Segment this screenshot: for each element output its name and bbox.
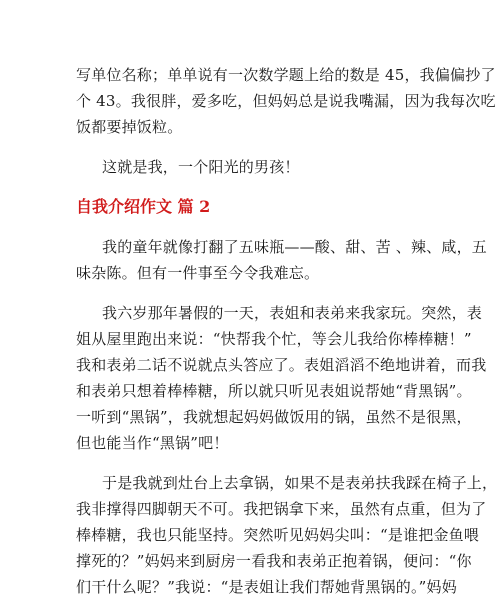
- paragraph-5-cont: [76, 496, 487, 600]
- text-line: 这就是我，一个阳光的男孩！: [102, 158, 300, 176]
- paragraph-4-cont: [76, 326, 487, 456]
- text-line: 们干什么呢？”我说：“是表姐让我们帮她背黑锅的。”妈妈: [76, 578, 457, 596]
- text-line: 和表弟只想着棒棒糖，所以就只听见表姐说帮她“背黑锅”。: [76, 382, 472, 400]
- document-body: [76, 62, 498, 600]
- text-line: 我的童年就像打翻了五味瓶——酸、甜、苦 、辣、咸，五: [102, 238, 487, 256]
- paragraph-4: [76, 300, 483, 326]
- paragraph-1: [76, 62, 496, 140]
- text-line: 但也能当作“黑锅”吧！: [76, 434, 229, 452]
- text-line: 一听到“黑锅”，我就想起妈妈做饭用的锅，虽然不是很黑，: [76, 408, 472, 426]
- text-line: 撑死的？”妈妈来到厨房一看我和表弟正抱着锅，便问：“你: [76, 552, 472, 570]
- text-line: 写单位名称；单单说有一次数学题上给的数是 45，我偏偏抄了: [76, 66, 496, 84]
- paragraph-3: [76, 234, 487, 260]
- paragraph-5: [76, 470, 498, 496]
- text-line: 个 43。我很胖，爱多吃，但妈妈总是说我嘴漏，因为我每次吃: [76, 92, 496, 110]
- paragraph-2: [76, 154, 426, 180]
- paragraph-3-cont: [76, 260, 426, 286]
- text-line: 我六岁那年暑假的一天，表姐和表弟来我家玩。突然，表: [102, 304, 483, 322]
- text-line: 我非撑得四脚朝天不可。我把锅拿下来，虽然有点重，但为了: [76, 500, 487, 518]
- text-line: 饭都要掉饭粒。: [76, 118, 183, 136]
- text-line: 于是我就到灶台上去拿锅，如果不是表弟扶我踩在椅子上，: [102, 474, 498, 492]
- text-line: 味杂陈。但有一件事至今令我难忘。: [76, 264, 320, 282]
- text-line: 棒棒糖，我也只能坚持。突然听见妈妈尖叫：“是谁把金鱼喂: [76, 526, 480, 544]
- text-line: 我和表弟二话不说就点头答应了。表姐滔滔不绝地讲着，而我: [76, 356, 487, 374]
- text-line: 姐从屋里跑出来说：“快帮我个忙，等会儿我给你棒棒糖！”: [76, 330, 472, 348]
- section-heading: 自我介绍作文 篇 2: [76, 197, 211, 216]
